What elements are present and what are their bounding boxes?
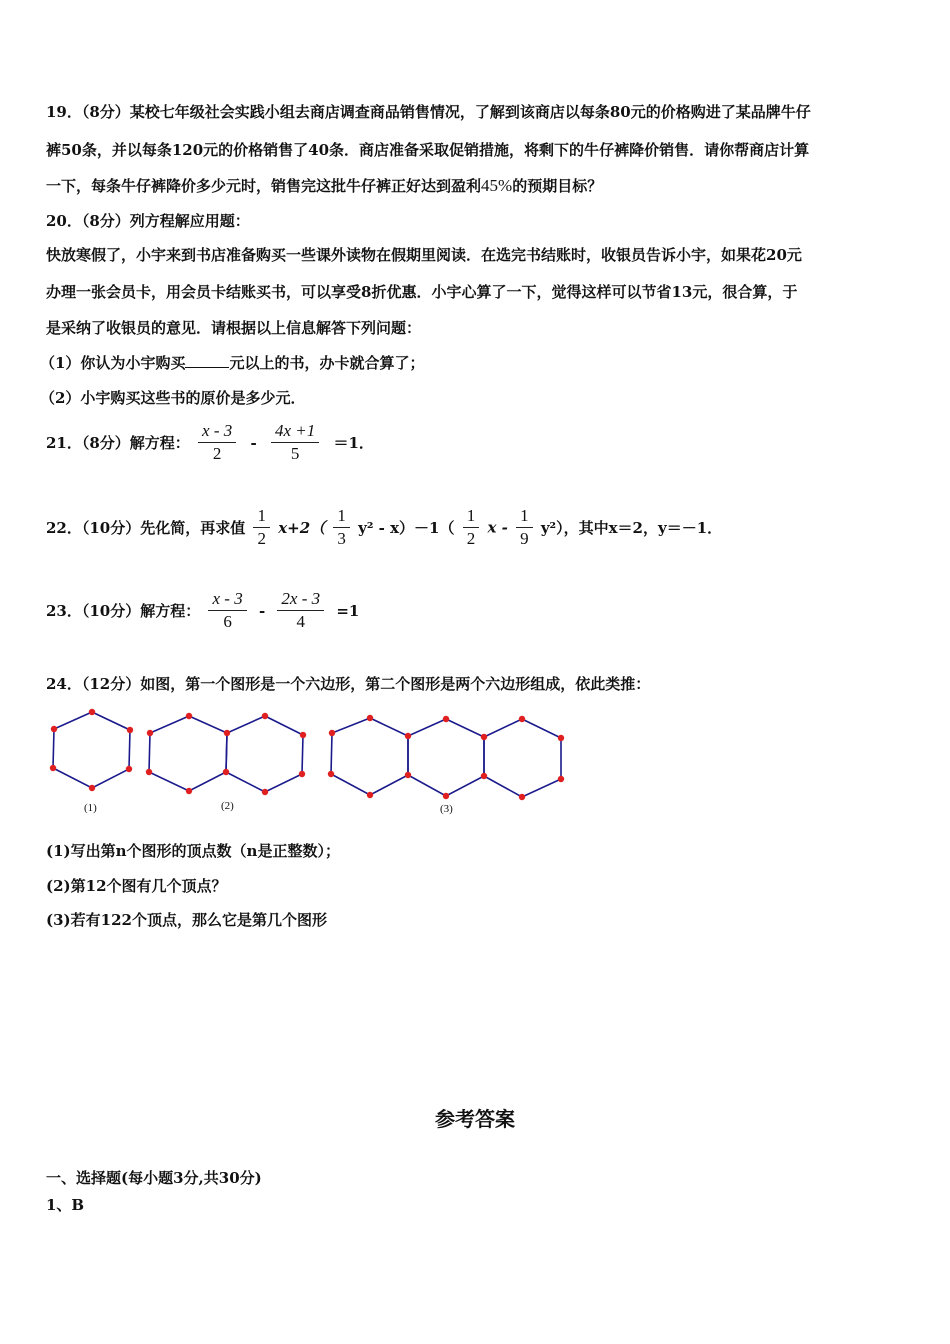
hexagon-edges (53, 712, 561, 797)
q19-line2: 裤50条，并以每条120元的价格销售了40条．商店准备采取促销措施，将剩下的牛仔裤降价销售．请你帮商店计算 (46, 141, 810, 159)
fraction-denominator: 9 (520, 529, 529, 548)
figure-caption-2: (2) (221, 800, 234, 812)
hexagon-vertex (223, 769, 229, 775)
hexagon-vertex (224, 730, 230, 736)
q20-sub1-end: 元以上的书，办卡就合算了； (229, 354, 425, 372)
hexagon-vertex (50, 765, 56, 771)
q24-sub3: (3)若有122个顶点，那么它是第几个图形 (46, 911, 327, 929)
fraction-denominator: 2 (466, 529, 476, 548)
q22-label: 22．（10分）先化简，再求值 (46, 519, 246, 537)
q22-term-2: y² - x）－1（ (358, 519, 455, 537)
q22-term-4: y²），其中x＝2，y＝－1． (540, 519, 723, 537)
q22-term-3: x - (487, 518, 508, 537)
hexagon-vertex (558, 735, 564, 741)
figure-caption-1: (1) (84, 802, 97, 814)
hexagon-vertex (367, 792, 373, 798)
minus-sign: - (258, 601, 266, 620)
fraction-numerator: x - 3 (208, 588, 246, 611)
fraction-numerator: 1 (253, 505, 270, 528)
fraction-numerator: 1 (463, 505, 480, 528)
hexagon-outline (408, 719, 484, 796)
q20-line3: 办理一张会员卡，用会员卡结账买书，可以享受8折优惠．小宇心算了一下，觉得这样可以节省13元，很合算，于 (46, 283, 798, 301)
q20-sub1-text: （1）你认为小宇购买 (40, 354, 186, 372)
answer-1: 1、B (46, 1196, 85, 1214)
hexagon-vertex (443, 716, 449, 722)
q19-percent: 45% (481, 176, 513, 195)
hexagon-vertex (328, 771, 334, 777)
hexagon-vertex (558, 776, 564, 782)
hexagon-vertex (89, 785, 95, 791)
fraction-denominator: 2 (212, 444, 222, 463)
hexagon-outline (331, 718, 408, 795)
hexagon-vertex (443, 793, 449, 799)
hexagon-vertex (262, 713, 268, 719)
figure-caption-3: (3) (440, 803, 453, 815)
hexagon-vertex (147, 730, 153, 736)
fraction-numerator: 1 (333, 505, 350, 528)
hexagon-vertex (329, 730, 335, 736)
hexagon-vertex (367, 715, 373, 721)
hexagon-vertex (300, 732, 306, 738)
hexagon-vertex (519, 716, 525, 722)
answers-section: 一、选择题(每小题3分,共30分) (46, 1169, 262, 1187)
fraction-denominator: 5 (290, 444, 300, 463)
q23-tail: =1 (336, 601, 360, 620)
hexagon-outline (226, 716, 303, 792)
q20-line2: 快放寒假了，小宇来到书店准备购买一些课外读物在假期里阅读．在选完书结账时，收银员告诉小宇，如果花20元 (46, 246, 802, 264)
q20-sub2: （2）小宇购买这些书的原价是多少元． (40, 389, 306, 407)
fraction-numerator: 1 (516, 505, 533, 528)
q19-line3-end: 的预期目标？ (512, 177, 603, 195)
hexagon-vertex (405, 733, 411, 739)
q19-line1: 19．（8分）某校七年级社会实践小组去商店调查商品销售情况，了解到该商店以每条80元的价格购进了某品牌牛仔 (46, 103, 811, 121)
hexagon-vertex (127, 727, 133, 733)
q19-line3-text: 一下，每条牛仔裤降价多少元时，销售完这批牛仔裤正好达到盈利 (46, 177, 482, 195)
minus-sign: - (250, 433, 257, 452)
q23-label: 23．（10分）解方程： (46, 602, 201, 620)
q24-sub2: (2)第12个图有几个顶点？ (46, 877, 227, 895)
q20-line4: 是采纳了收银员的意见．请根据以上信息解答下列问题： (46, 319, 422, 337)
q20-line1: 20．（8分）列方程解应用题： (46, 212, 250, 230)
answers-title: 参考答案 (435, 1107, 515, 1131)
fraction-denominator: 6 (223, 612, 232, 631)
hexagon-outline (53, 712, 130, 788)
q22-term-1: x+2（ (278, 519, 326, 537)
hexagon-vertex (405, 772, 411, 778)
fraction-denominator: 4 (296, 612, 306, 631)
fraction-numerator: 2x - 3 (277, 588, 324, 611)
q21-label: 21．（8分）解方程： (46, 434, 190, 452)
hexagon-vertex (89, 709, 95, 715)
hexagon-vertex (481, 734, 487, 740)
hexagon-vertex (481, 773, 487, 779)
q24-sub1: (1)写出第n个图形的顶点数（n是正整数）； (46, 842, 340, 860)
q21-tail: ＝1． (333, 434, 374, 452)
hexagon-vertex (299, 771, 305, 777)
hexagon-outline (484, 719, 561, 797)
hexagon-vertex (186, 713, 192, 719)
fraction-denominator: 2 (257, 529, 266, 548)
fraction-numerator: x - 3 (198, 420, 236, 443)
hexagon-vertex (262, 789, 268, 795)
hexagon-outline (149, 716, 227, 791)
hexagon-vertex (519, 794, 525, 800)
hexagon-vertex (186, 788, 192, 794)
hexagon-vertex (51, 726, 57, 732)
hexagon-vertex (146, 769, 152, 775)
hexagon-vertices (50, 709, 564, 800)
fraction-denominator: 3 (337, 529, 346, 548)
q24-line1: 24．（12分）如图，第一个图形是一个六边形，第二个图形是两个六边形组成，依此类推： (46, 675, 651, 693)
hexagon-vertex (126, 766, 132, 772)
fraction-numerator: 4x +1 (271, 420, 319, 443)
